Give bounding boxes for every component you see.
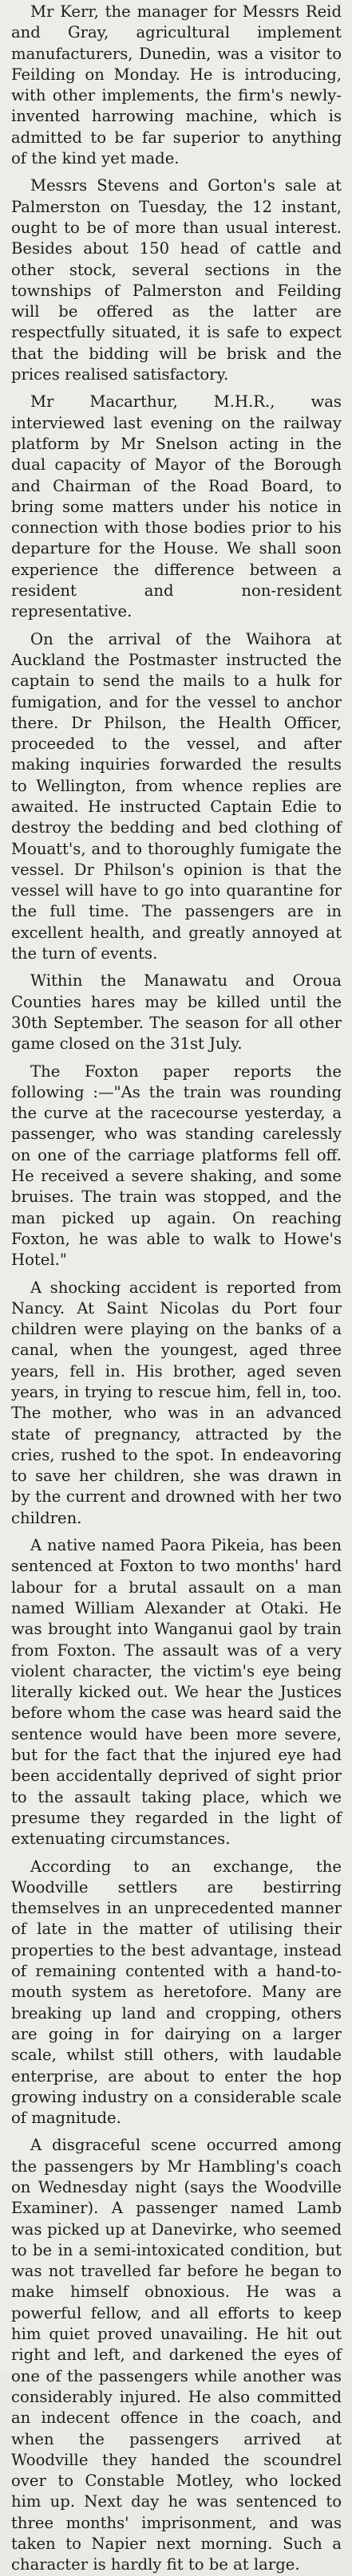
news-paragraph-foxton-train: The Foxton paper reports the following :—"As the train was rounding the curve at the racecourse yesterday, a passenger, who was standing carelessly on one of the carriage platforms fell off. He received a severe shaking, and some bruises. The train was stopped, and the man picked up again. On reaching Foxton, he was able to walk to Howe's Hotel." xyxy=(11,1062,342,1270)
news-paragraph-hare-season: Within the Manawatu and Oroua Counties hares may be killed until the 30th September. The season for all other game closed on the 31st July. xyxy=(11,971,342,1054)
news-paragraph-waihora-quarantine: On the arrival of the Waihora at Auckland the Postmaster instructed the captain to send the mails to a hulk for fumigation, and for the vessel to anchor there. Dr Philson, the Health Officer, proceeded to the vessel, and after making inquiries forwarded the results to Wellington, from whence replies are awaited. He instructed Captain Edie to destroy the bedding and bed clothing of Mouatt's, and to thoroughly fumigate the vessel. Dr Philson's opinion is that the vessel will have to go into quarantine for the full time. The passengers are in excellent health, and greatly annoyed at the turn of events. xyxy=(11,629,342,963)
news-paragraph-nancy-accident: A shocking accident is reported from Nancy. At Saint Nicolas du Port four children were playing on the banks of a canal, when the youngest, aged three years, fell in. His brother, aged seven years, in trying to rescue him, fell in, too. The mother, who was in an advanced state of pregnancy, attracted by the cries, rushed to the spot. In endeavoring to save her children, she was drawn in by the current and drowned with her two children. xyxy=(11,1278,342,1527)
news-paragraph-macarthur-interview: Mr Macarthur, M.H.R., was interviewed last evening on the railway platform by Mr Snelson acting in the dual capacity of Mayor of the Borough and Chairman of the Road Board, to bring some matters under his notice in connection with those bodies prior to his departure for the House. We shall soon experience the difference between a resident and non-resident representative. xyxy=(11,392,342,621)
news-paragraph-palmerston-sale: Messrs Stevens and Gorton's sale at Palmerston on Tuesday, the 12 instant, ought to be of more than usual interest. Besides about 150 head of cattle and other stock, several sections in the townships of Palmerston and Feilding will be offered as the latter are respectfully situated, it is safe to expect that the bidding will be brisk and the prices realised satisfactory. xyxy=(11,176,342,384)
news-paragraph-pikeia-sentence: A native named Paora Pikeia, has been sentenced at Foxton to two months' hard labour for a brutal assault on a man named William Alexander at Otaki. He was brought into Wanganui gaol by train from Foxton. The assault was of a very violent character, the victim's eye being literally kicked out. We hear the Justices before whom the case was heard said the sentence would have been more severe, but for the fact that the injured eye had been accidentally deprived of sight prior to the assault taking place, which we presume they regarded in the light of extenuating circumstances. xyxy=(11,1536,342,1849)
news-paragraph-coach-scene: A disgraceful scene occurred among the passengers by Mr Hambling's coach on Wednesday night (says the Woodville Examiner). A passenger named Lamb was picked up at Danevirke, who seemed to be in a semi-intoxicated condition, but was not travelled far before he began to make himself obnoxious. He was a powerful fellow, and all efforts to keep him quiet proved unavailing. He hit out right and left, and darkened the eyes of one of the passengers while another was considerably injured. He also committed an indecent offence in the coach, and when the passengers arrived at Woodville they handed the scoundrel over to Constable Motley, who locked him up. Next day he was sentenced to three months' imprisonment, and was taken to Napier next morning. Such a character is hardly fit to be at large. xyxy=(11,2136,342,2574)
news-paragraph-woodville-settlers: According to an exchange, the Woodville settlers are bestirring themselves in an unprecedented manner of late in the matter of utilising their properties to the best advantage, instead of remaining contented with a hand-to-mouth system as heretofore. Many are breaking up land and cropping, others are going in for dairying on a larger scale, whilst still others, with laudable enterprise, are about to enter the hop growing industry on a considerable scale of magnitude. xyxy=(11,1857,342,2128)
news-column xyxy=(11,0,342,2574)
news-paragraph-kerr-harrow: Mr Kerr, the manager for Messrs Reid and Gray, agricultural implement manufacturers, Dunedin, was a visitor to Feilding on Monday. He is introducing, with other implements, the firm's newly-invented harrowing machine, which is admitted to be far superior to anything of the kind yet made. xyxy=(11,2,342,168)
